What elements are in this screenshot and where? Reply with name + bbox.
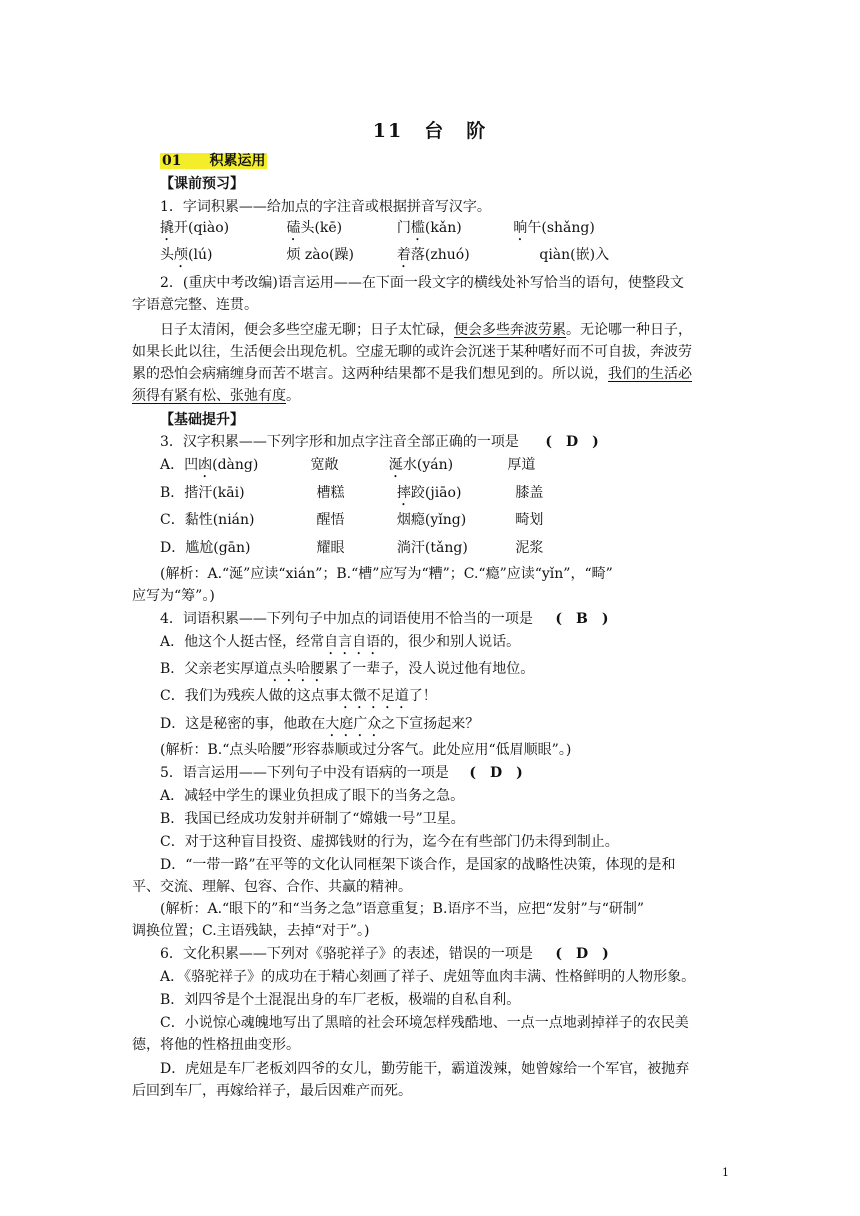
- q1-row1: 撬开(qiào) 磕头(kē) 门槛(kǎn) 晌午(shǎng): [160, 220, 595, 236]
- q2-stem: 2．(重庆中考改编)语言运用——在下面一段文字的横线处补写恰当的语句，使整段文: [160, 275, 684, 291]
- dotted-char: 晌: [513, 220, 528, 236]
- q4-option-d: D．这是秘密的事，他敢在大庭广众之下宣扬起来？: [160, 716, 480, 732]
- answer: ( D ): [545, 434, 599, 450]
- document-page: 11 台 阶 01 积累运用 【课前预习】 1．字词积累——给加点的字注音或根据拼音写汉字。 撬开(qiào) 磕头(kē) 门槛(kǎn) 晌午(shǎng) 头颅(lú) 烦 zào(躁) 着落(zhuó) qiàn(嵌)入 2．(重庆中考改编)语言运用——在下面一段文字的横线处补写恰当的语句，使整段文 字语意完整、连贯。 日子太清闲，便会多些空虚无聊；日子太忙碌，便会多些奔波劳累。无论哪一种日子， 如果长此以往，生活便会出现危机。空虚无聊的或许会沉迷于某种嗜好而不可自拔，奔波劳 累的恐怕会病痛缠身而苦不堪言。这两种结果都不是我们想见到的。所以说，我们的生活必 须得有紧有松、张弛有度。 【基础提升】 3．汉字积累——下列字形和加点字注音全部正确的一项是 ( D ) A．凹凼(dàng) 宽敞 涎水(yán) 厚道 B．揩汗(kāi) 槽糕 摔跤(jiāo) 膝盖 C．黏性(nián) 醒悟 烟瘾(yǐng) 畸划 D．尴尬(gān) 耀眼 淌汗(tǎng) 泥浆 (解析：A.“涎”应读“xián”；B.“槽”应写为“糟”；C.“瘾”应读“yǐn”，“畸” 应写为“筹”。) 4．词语积累——下列句子中加点的词语使用不恰当的一项是 ( B ) A．他这个人挺古怪，经常自言自语的，很少和别人说话。 B．父亲老实厚道点头哈腰累了一辈子，没人说过他有地位。 C．我们为残疾人做的这点事太微不足道了！ D．这是秘密的事，他敢在大庭广众之下宣扬起来？ (解析：B.“点头哈腰”形容恭顺或过分客气。此处应用“低眉顺眼”。) 5．语言运用——下列句子中没有语病的一项是 ( D ) A．减轻中学生的课业负担成了眼下的当务之急。 B．我国已经成功发射并研制了“嫦娥一号”卫星。 C．对于这种盲目投资、虚掷钱财的行为，迄今在有些部门仍未得到制止。 D．“一带一路”在平等的文化认同框架下谈合作，是国家的战略性决策，体现的是和 平、交流、理解、包容、合作、共赢的精神。 (解析：A.“眼下的”和“当务之急”语意重复；B.语序不当，应把“发射”与“研制” 调换位置；C.主语残缺，去掉“对于”。) 6．文化积累——下列对《骆驼祥子》的表述，错误的一项是 ( D ) A．《骆驼祥子》的成功在于精心刻画了祥子、虎妞等血肉丰满、性格鲜明的人物形象。 B．刘四爷是个土混混出身的车厂老板，极端的自私自利。 C．小说惊心魂魄地写出了黑暗的社会环境怎样残酷地、一点一点地剥掉祥子的农民美 德，将他的性格扭曲变形。 D．虎妞是车厂老板刘四爷的女儿，勤劳能干，霸道泼辣，她曾嫁给一个军官，被抛弃 后回到车厂，再嫁给祥子，最后因难产而死。 1: [0, 0, 860, 1216]
- q4-option-b: B．父亲老实厚道点头哈腰累了一辈子，没人说过他有地位。: [160, 661, 535, 677]
- answer: ( D ): [555, 946, 609, 962]
- q3-option-d: D．尴尬(gān) 耀眼 淌汗(tǎng) 泥浆: [160, 540, 544, 556]
- q3-analysis: (解析：A.“涎”应读“xián”；B.“槽”应写为“糟”；C.“瘾”应读“yǐn”，“畸”: [160, 566, 613, 582]
- dotted-char: 槛: [410, 220, 425, 236]
- dotted-char: 颅: [174, 247, 188, 263]
- answer: ( B ): [555, 611, 609, 627]
- q5-analysis: (解析：A.“眼下的”和“当务之急”语意重复；B.语序不当，应把“发射”与“研制”: [160, 901, 645, 917]
- q4-stem: 4．词语积累——下列句子中加点的词语使用不恰当的一项是 ( B ): [160, 611, 609, 627]
- q4-option-c: C．我们为残疾人做的这点事太微不足道了！: [160, 688, 437, 704]
- answer: ( D ): [469, 765, 523, 781]
- section-heading: 01 积累运用: [162, 153, 266, 169]
- filled-blank: 我们的生活必: [608, 366, 692, 382]
- q3-option-b: B．揩汗(kāi) 槽糕 摔跤(jiāo) 膝盖: [160, 485, 544, 501]
- q4-analysis: (解析：B.“点头哈腰”形容恭顺或过分客气。此处应用“低眉顺眼”。): [160, 742, 572, 758]
- filled-blank: 须得有紧有松、张弛有度: [132, 388, 286, 404]
- preview-heading: 【课前预习】: [160, 176, 244, 192]
- q2-passage: 日子太清闲，便会多些空虚无聊；日子太忙碌，便会多些奔波劳累。无论哪一种日子，: [160, 322, 692, 338]
- dotted-char: 撬: [160, 220, 174, 236]
- basic-heading: 【基础提升】: [160, 412, 244, 428]
- q1-row2: 头颅(lú) 烦 zào(躁) 着落(zhuó) qiàn(嵌)入: [160, 247, 610, 263]
- q3-option-a: A．凹凼(dàng) 宽敞 涎水(yán) 厚道: [160, 457, 536, 473]
- dotted-char: 着: [396, 247, 411, 263]
- page-title: 11 台 阶: [372, 120, 488, 142]
- q6-stem: 6．文化积累——下列对《骆驼祥子》的表述，错误的一项是 ( D ): [160, 946, 609, 962]
- q3-option-c: C．黏性(nián) 醒悟 烟瘾(yǐng) 畸划: [160, 512, 544, 528]
- q3-stem: 3．汉字积累——下列字形和加点字注音全部正确的一项是 ( D ): [160, 434, 599, 450]
- q5-stem: 5．语言运用——下列句子中没有语病的一项是 ( D ): [160, 765, 523, 781]
- dotted-char: 磕: [286, 220, 301, 236]
- q1-stem: 1．字词积累——给加点的字注音或根据拼音写汉字。: [160, 199, 491, 215]
- page-number: 1: [722, 1166, 729, 1179]
- filled-blank: 便会多些奔波劳累: [454, 322, 566, 338]
- q4-option-a: A．他这个人挺古怪，经常自言自语的，很少和别人说话。: [160, 634, 521, 650]
